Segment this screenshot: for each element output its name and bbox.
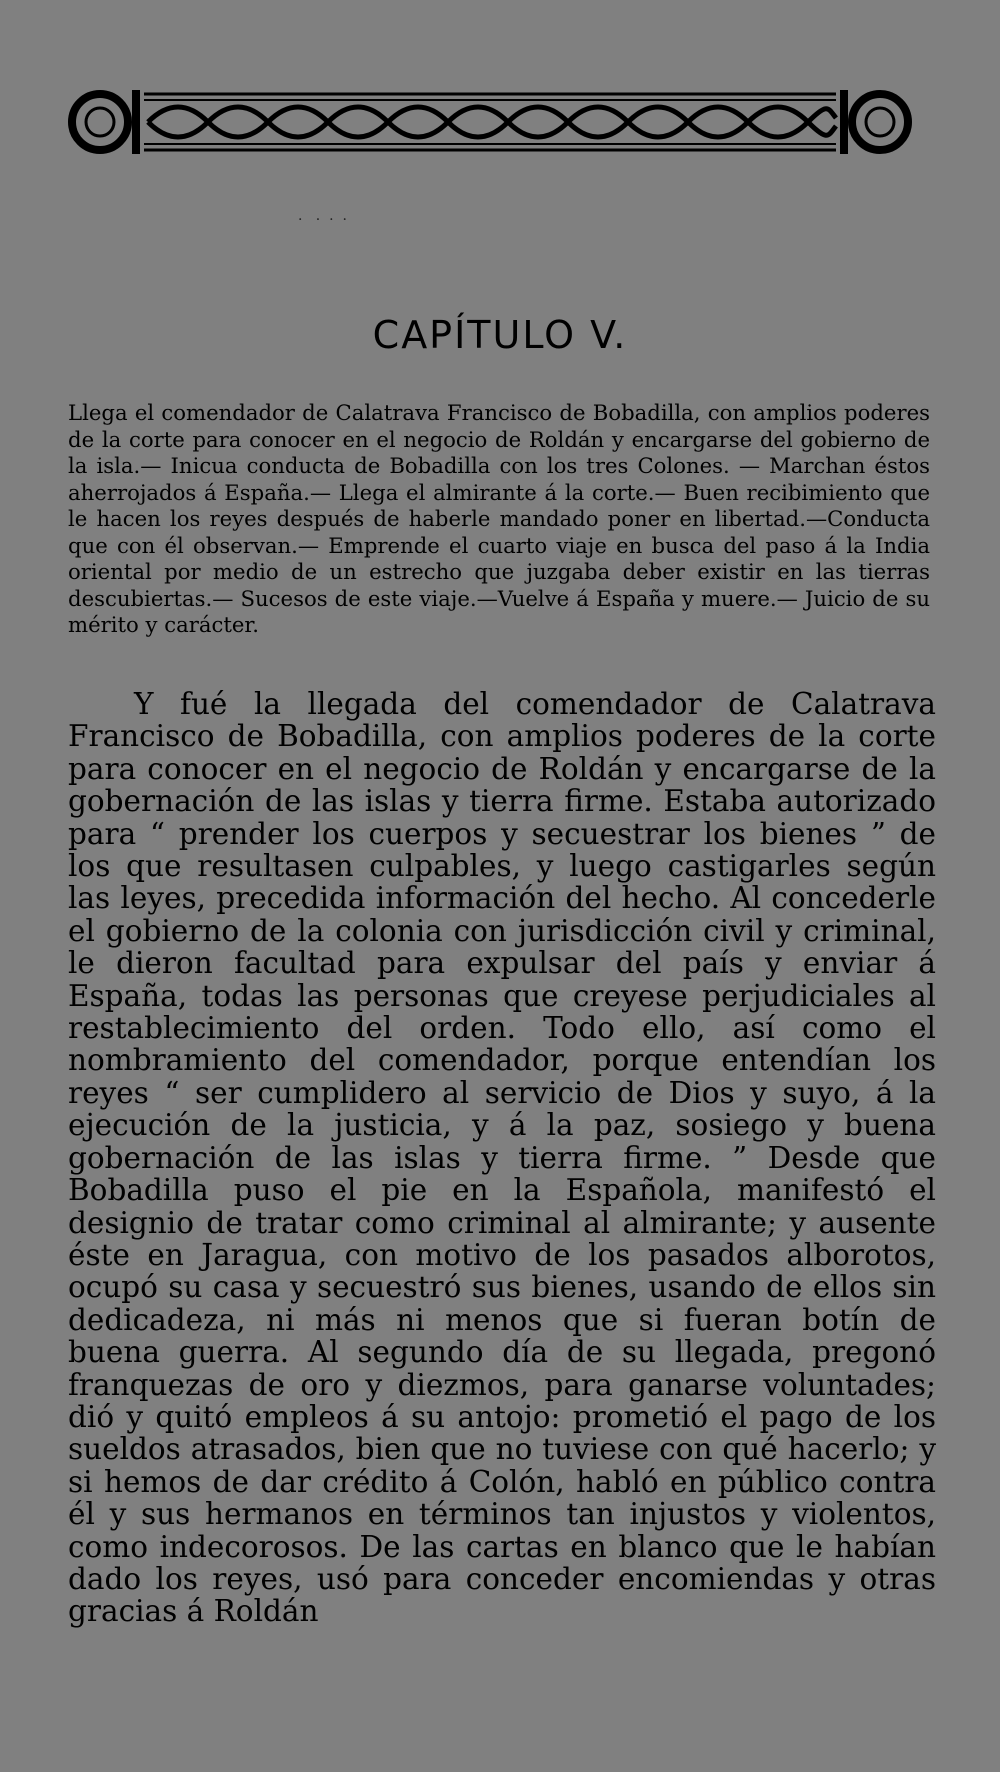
decorative-header-ornament bbox=[68, 86, 912, 158]
body-text bbox=[68, 688, 936, 1628]
body-paragraph: Y fué la llegada del comendador de Calatrava Francisco de Bobadilla, con amplios poderes de la corte para conocer en el negocio de Roldán y encargarse de la gobernación de las islas y tierra firme. Estaba autorizado para “ prender los cuerpos y secuestrar los bienes ” de los que resultasen culpables, y luego castigarles según las leyes, precedida información del hecho. Al concederle el gobierno de la colonia con jurisdicción civil y criminal, le dieron facultad para expulsar del país y enviar á España, todas las personas que creyese perjudiciales al restablecimiento del orden. Todo ello, así como el nombramiento del comendador, porque entendían los reyes “ ser cumplidero al servicio de Dios y suyo, á la ejecución de la justicia, y á la paz, sosiego y buena gobernación de las islas y tierra firme. ” Desde que Bobadilla puso el pie en la Española, manifestó el designio de tratar como criminal al almirante; y ausente éste en Jaragua, con motivo de los pasados alborotos, ocupó su casa y secuestró sus bienes, usando de ellos sin dedicadeza, ni más ni menos que si fueran botín de buena guerra. Al segundo día de su llegada, pregonó franquezas de oro y diezmos, para ganarse voluntades; dió y quitó empleos á su antojo: prometió el pago de los sueldos atrasados, bien que no tuviese con qué hacerlo; y si hemos de dar crédito á Colón, habló en público contra él y sus hermanos en términos tan injustos y violentos, como indecorosos. De las cartas en blanco que le habían dado los reyes, usó para conceder encomiendas y otras gracias á Roldán bbox=[68, 687, 936, 1629]
chapter-title: CAPÍTULO V. bbox=[372, 313, 628, 357]
summary-text: Llega el comendador de Calatrava Francisco de Bobadilla, con amplios poderes de la corte para conocer en el negocio de Roldán y encargarse del gobierno de la isla.— Inicua conducta de Bobadilla con los tres Colones. — Marchan éstos aherrojados á España.— Llega el almirante á la corte.— Buen recibimiento que le hacen los reyes después de haberle mandado poner en libertad.—Conducta que con él observan.— Emprende el cuarto viaje en busca del paso á la India oriental por medio de un estrecho que juzgaba deber existir en las tierras descubiertas.— Sucesos de este viaje.—Vuelve á España y muere.— Juicio de su mérito y carácter. bbox=[68, 400, 930, 637]
chapter-summary bbox=[68, 400, 930, 639]
speck-marks: · · · · bbox=[298, 212, 347, 228]
